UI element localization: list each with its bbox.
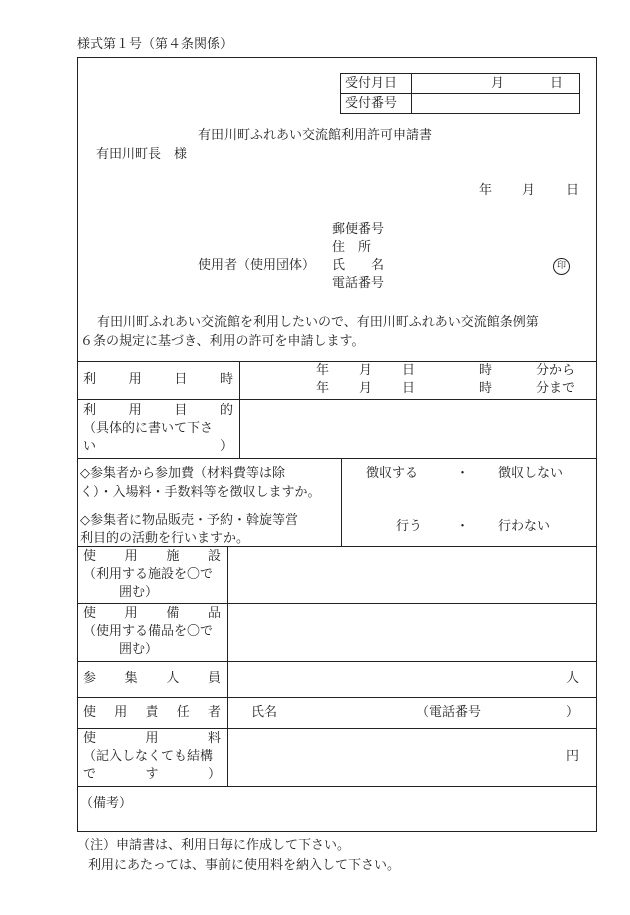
sales-option-separator: ・: [456, 519, 470, 534]
from-day: 日: [402, 363, 416, 378]
fee-label: [83, 731, 221, 747]
manager-label: [83, 705, 221, 721]
reception-date-label: 受付月日: [345, 76, 398, 91]
applicant-label: 使用者（使用団体）: [198, 258, 316, 273]
form-title: 有田川町ふれあい交流館利用許可申請書: [197, 128, 432, 143]
equipment-label-char: 品: [207, 606, 221, 621]
purpose-label-char: 目: [174, 403, 188, 418]
to-year: 年: [316, 381, 330, 396]
date-month: 月: [522, 183, 536, 198]
sales-option-do[interactable]: 行う: [396, 519, 423, 534]
addressee: 有田川町長 様: [96, 147, 188, 162]
from-minute: 分から: [536, 363, 576, 378]
attendees-label-char: 員: [207, 671, 221, 686]
attendees-label-char: 参: [83, 671, 97, 686]
facility-label-char: 施: [166, 549, 180, 564]
applicant-phone-label: 電話番号: [332, 276, 385, 291]
applicant-address-label: 住 所: [332, 240, 372, 255]
fee-label-char: 用: [145, 731, 159, 746]
footer-note-2: 利用にあたっては、事前に使用料を納入して下さい。: [88, 858, 401, 873]
manager-label-char: 者: [207, 705, 221, 720]
fee-unit: 円: [566, 749, 580, 764]
fee-label-char: 料: [207, 731, 221, 746]
attendees-label-char: 集: [124, 671, 138, 686]
from-hour: 時: [479, 363, 493, 378]
fee-note-line1: （記入しなくても結構: [83, 749, 214, 764]
purpose-label-char: 用: [128, 403, 142, 418]
footer-note-1: （注）申請書は、利用日毎に作成して下さい。: [77, 838, 351, 853]
to-minute: 分まで: [536, 381, 576, 396]
facility-label-char: 使: [83, 549, 97, 564]
purpose-label-char: 利: [83, 403, 97, 418]
body-text-line1: 有田川町ふれあい交流館を利用したいので、有田川町ふれあい交流館条例第: [97, 315, 539, 330]
equipment-label-char: 用: [124, 606, 138, 621]
body-text-line2: ６条の規定に基づき、利用の許可を申請します。: [80, 334, 365, 349]
purpose-label-char: 的: [219, 403, 233, 418]
remarks-label: （備考）: [80, 796, 133, 811]
facility-label-char: 設: [207, 549, 221, 564]
equipment-label-char: 使: [83, 606, 97, 621]
seal-mark: 印: [553, 258, 570, 275]
manager-label-char: 使: [83, 705, 97, 720]
date-year: 年: [479, 183, 493, 198]
fee-note-line2: [83, 767, 221, 783]
sales-question-line1: ◇参集者に物品販売・予約・斡旋等営: [80, 513, 298, 528]
fee-option-no-collect[interactable]: 徴収しない: [498, 466, 564, 481]
applicant-postal-label: 郵便番号: [332, 222, 385, 237]
attendees-label: [83, 671, 221, 687]
reception-month: 月: [491, 76, 505, 91]
manager-label-char: 責: [145, 705, 159, 720]
applicant-name-label: 氏 名: [332, 258, 385, 273]
from-year: 年: [316, 363, 330, 378]
manager-label-char: 用: [114, 705, 128, 720]
to-hour: 時: [479, 381, 493, 396]
purpose-note-part: ）: [219, 439, 233, 454]
purpose-note-line1: （具体的に書いて下さ: [83, 421, 214, 436]
date-day: 日: [566, 183, 580, 198]
fee-note-part: で: [83, 767, 97, 782]
equipment-label: [83, 606, 221, 622]
attendees-unit: 人: [566, 671, 580, 686]
manager-phone-close: ）: [566, 705, 580, 720]
fee-question-line1: ◇参集者から参加費（材料費等は除: [80, 466, 285, 481]
fee-label-char: 使: [83, 731, 97, 746]
from-month: 月: [359, 363, 373, 378]
manager-label-char: 任: [176, 705, 190, 720]
facility-label: [83, 549, 221, 565]
facility-note-line2: 囲む）: [119, 585, 159, 600]
sales-option-dont[interactable]: 行わない: [498, 519, 551, 534]
use-datetime-label: 利 用 日 時: [83, 372, 233, 387]
fee-option-collect[interactable]: 徴収する: [366, 466, 419, 481]
purpose-note-part: い: [83, 439, 97, 454]
reception-number-label: 受付番号: [345, 96, 398, 111]
reception-day: 日: [550, 76, 564, 91]
fee-note-part: す: [145, 767, 159, 782]
purpose-note-line2: [83, 439, 233, 455]
facility-note-line1: （利用する施設を〇で: [83, 567, 214, 582]
fee-option-separator: ・: [456, 466, 470, 481]
fee-note-part: ）: [207, 767, 221, 782]
to-day: 日: [402, 381, 416, 396]
attendees-label-char: 人: [166, 671, 180, 686]
equipment-label-char: 備: [166, 606, 180, 621]
to-month: 月: [359, 381, 373, 396]
manager-phone-label: （電話番号: [416, 705, 482, 720]
manager-name-label: 氏名: [251, 705, 278, 720]
sales-question-line2: 利目的の活動を行いますか。: [80, 531, 250, 546]
equipment-note-line1: （使用する備品を〇で: [83, 624, 214, 639]
equipment-note-line2: 囲む）: [119, 642, 159, 657]
facility-label-char: 用: [124, 549, 138, 564]
form-number: 様式第１号（第４条関係）: [77, 37, 234, 52]
fee-question-line2: く）・入場料・手数料等を徴収しますか。: [80, 485, 321, 500]
purpose-label: [83, 403, 233, 419]
